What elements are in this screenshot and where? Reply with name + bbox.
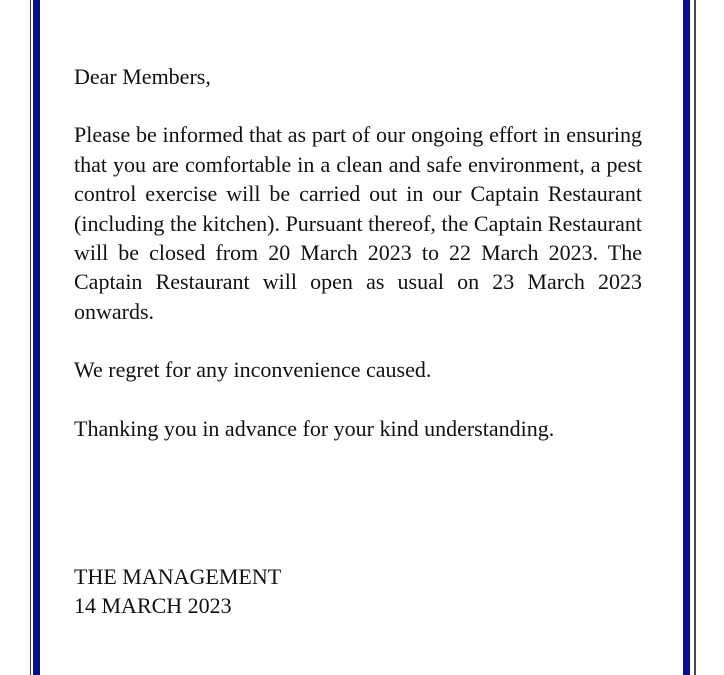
signature-sender: THE MANAGEMENT: [74, 564, 282, 589]
left-border-thin-line: [30, 0, 31, 675]
right-border-thin-line: [694, 0, 696, 675]
salutation: Dear Members,: [74, 64, 211, 89]
notice-letter: [74, 62, 642, 443]
regret-paragraph: We regret for any inconvenience caused.: [74, 357, 432, 383]
left-border-navy-bar: [33, 0, 40, 675]
thanks-paragraph: Thanking you in advance for your kind understanding.: [74, 415, 555, 441]
signature-date: 14 MARCH 2023: [74, 593, 232, 619]
notice-body-paragraph: Please be informed that as part of our ongoing effort in ensuring that you are comfortable in a clean and safe environment, a pest control exercise will be carried out in our Captain Restaurant (including the kitchen). Pursuant thereof, the Captain Restaurant will be closed from 20 March 2023 to 22 March 2023. The Captain Restaurant will open as usual on 23 March 2023 onwards.: [74, 122, 642, 324]
right-border-navy-bar: [683, 0, 690, 675]
signature-block: [74, 562, 281, 621]
